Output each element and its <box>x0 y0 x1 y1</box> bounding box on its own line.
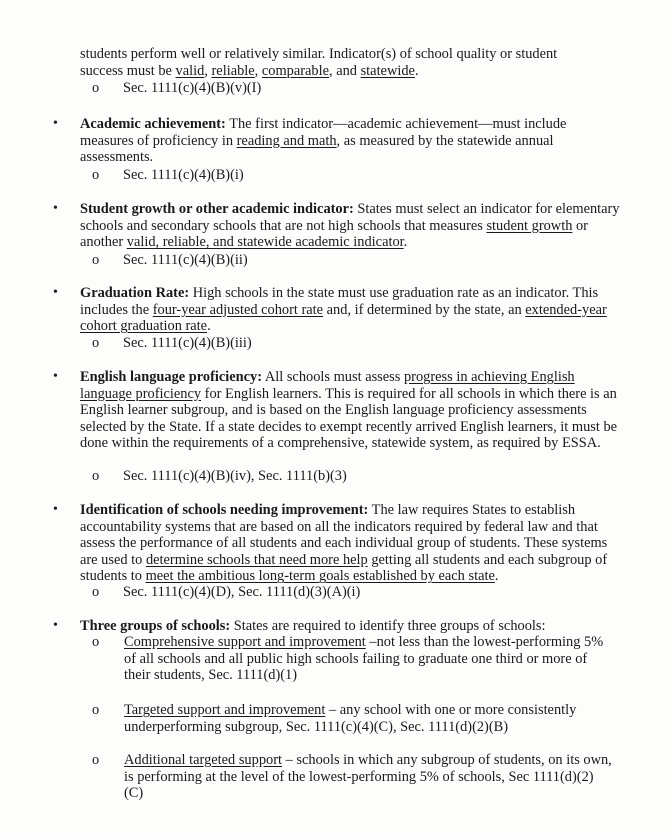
sub-bullet-marker: o <box>92 634 100 650</box>
citation-graduation-rate: o Sec. 1111(c)(4)(B)(iii) <box>92 335 252 351</box>
bullet-title: Graduation Rate: <box>80 285 190 301</box>
intro-line-2: success must be <box>80 62 176 79</box>
sub-bullet-marker: o <box>92 468 100 484</box>
sub-bullet-marker: o <box>92 752 100 768</box>
citation-english-proficiency: o Sec. 1111(c)(4)(B)(iv), Sec. 1111(b)(3) <box>92 468 347 484</box>
bullet-marker: • <box>53 285 58 300</box>
bullet-identification: Identification of schools needing improvement: The law requires States to establish accountability systems that are based on all the indicators required by federal law and that assess the performance of all students and each individual group of students. These systems are used to determine schools that need more help getting all students and each subgroup of students to meet the ambitious long-term goals established by each state. <box>80 502 608 585</box>
sub-bullet-marker: o <box>92 252 100 268</box>
bullet-marker: • <box>53 201 58 216</box>
citation-academic-achievement: o Sec. 1111(c)(4)(B)(i) <box>92 167 244 183</box>
bullet-three-groups: Three groups of schools: States are required to identify three groups of schools: <box>80 618 546 634</box>
bullet-academic-achievement: Academic achievement: The first indicator—academic achievement—must include measures of proficiency in reading and math, as measured by the statewide annual assessments. <box>80 116 567 166</box>
sub-bullet-marker: o <box>92 702 100 718</box>
bullet-title: Identification of schools needing improvement: <box>80 502 369 518</box>
bullet-english-proficiency: English language proficiency: All schools must assess progress in achieving English language proficiency for English learners. This is required for all schools in which there is an English learner subgroup, and is based on the English language proficiency assessments selected by the State. If a state decides to exempt recently arrived English learners, it must be done within the requirements of a comprehensive, statewide system, as required by ESSA. <box>80 369 618 452</box>
term-comparable: comparable <box>261 62 329 79</box>
document-page: students perform well or relatively similar. Indicator(s) of school quality or student success must be valid, reliable, comparable, and statewide. o Sec. 1111(c)(4)(B)(v)(I) • Academic achievement: The first indicator—academic achievement—must include measures of proficiency in reading and math, as measured by the statewide annual assessments. o Sec. 1111(c)(4)(B)(i) • Student growth or other academic indicator: States must select an indicator for elementary schools and secondary schools that are not high schools that measures student growth or another valid, reliable, and statewide academic indicator. o Sec. 1111(c)(4)(B)(ii) • Graduation Rate: High schools in the state must use graduation rate as an indicator. This includes the four-year adjusted cohort rate and, if determined by the state, an extended-year cohort graduation rate. o Sec. 1111(c)(4)(B)(iii) • English language proficiency: All schools must assess progress in achieving English language proficiency for English learners. This is required for all schools in which there is an English learner subgroup, and is based on the English language proficiency assessments selected by the State. If a state decides to exempt recently arrived English learners, it must be done within the requirements of a comprehensive, statewide system, as required by ESSA. o Sec. 1111(c)(4)(B)(iv), Sec. 1111(b)(3) • Identification of schools needing improvement: The law requires States to establish accountability systems that are based on all the indicators required by federal law and that assess the performance of all students and each individual group of students. These systems are used to determine schools that need more help getting all students and each subgroup of students to meet the ambitious long-term goals established by each state. o Sec. 1111(c)(4)(D), Sec. 1111(d)(3)(A)(i) • Three groups of schools: States are required to identify three groups of schools: o Comprehensive support and improvement –not less than the lowest-performing 5% of all schools and all public high schools failing to graduate one third or more of their students, Sec. 1111(d)(1) o Targeted support and improvement – any school with one or more consistently underperforming subgroup, Sec. 1111(c)(4)(C), Sec. 1111(d)(2)(B) o Additional targeted support – schools in which any subgroup of students, on its own, is performing at the level of the lowest-performing 5% of schools, Sec 1111(d)(2)(C) <box>53 46 620 802</box>
intro-citation: o Sec. 1111(c)(4)(B)(v)(I) <box>92 80 262 96</box>
sub-bullet-marker: o <box>92 167 100 183</box>
intro-paragraph: students perform well or relatively similar. Indicator(s) of school quality or student success must be valid, reliable, comparable, and statewide. <box>80 46 558 79</box>
bullet-title: English language proficiency: <box>80 369 263 385</box>
bullet-title: Academic achievement: <box>80 116 226 132</box>
sub-bullet-marker: o <box>92 80 100 96</box>
bullet-title: Student growth or other academic indicator: <box>80 201 354 217</box>
bullet-marker: • <box>53 618 58 633</box>
term-reliable: reliable <box>211 62 255 79</box>
intro-line-1: students perform well or relatively similar. Indicator(s) of school quality or student <box>80 46 558 62</box>
term-valid: valid <box>175 62 205 79</box>
sub-bullet-marker: o <box>92 584 100 600</box>
bullet-marker: • <box>53 116 58 131</box>
bullet-marker: • <box>53 369 58 384</box>
citation-identification: o Sec. 1111(c)(4)(D), Sec. 1111(d)(3)(A)(i) <box>92 584 361 600</box>
citation-student-growth: o Sec. 1111(c)(4)(B)(ii) <box>92 252 248 268</box>
bullet-title: Three groups of schools: <box>80 618 231 634</box>
bullet-student-growth: Student growth or other academic indicator: States must select an indicator for elementary schools and secondary schools that are not high schools that measures student growth or another valid, reliable, and statewide academic indicator. <box>80 201 620 251</box>
bullet-marker: • <box>53 502 58 517</box>
sub-bullet-marker: o <box>92 335 100 351</box>
bullet-graduation-rate: Graduation Rate: High schools in the state must use graduation rate as an indicator. This includes the four-year adjusted cohort rate and, if determined by the state, an extended-year cohort graduation rate. <box>80 285 607 335</box>
term-statewide: statewide <box>360 62 415 79</box>
